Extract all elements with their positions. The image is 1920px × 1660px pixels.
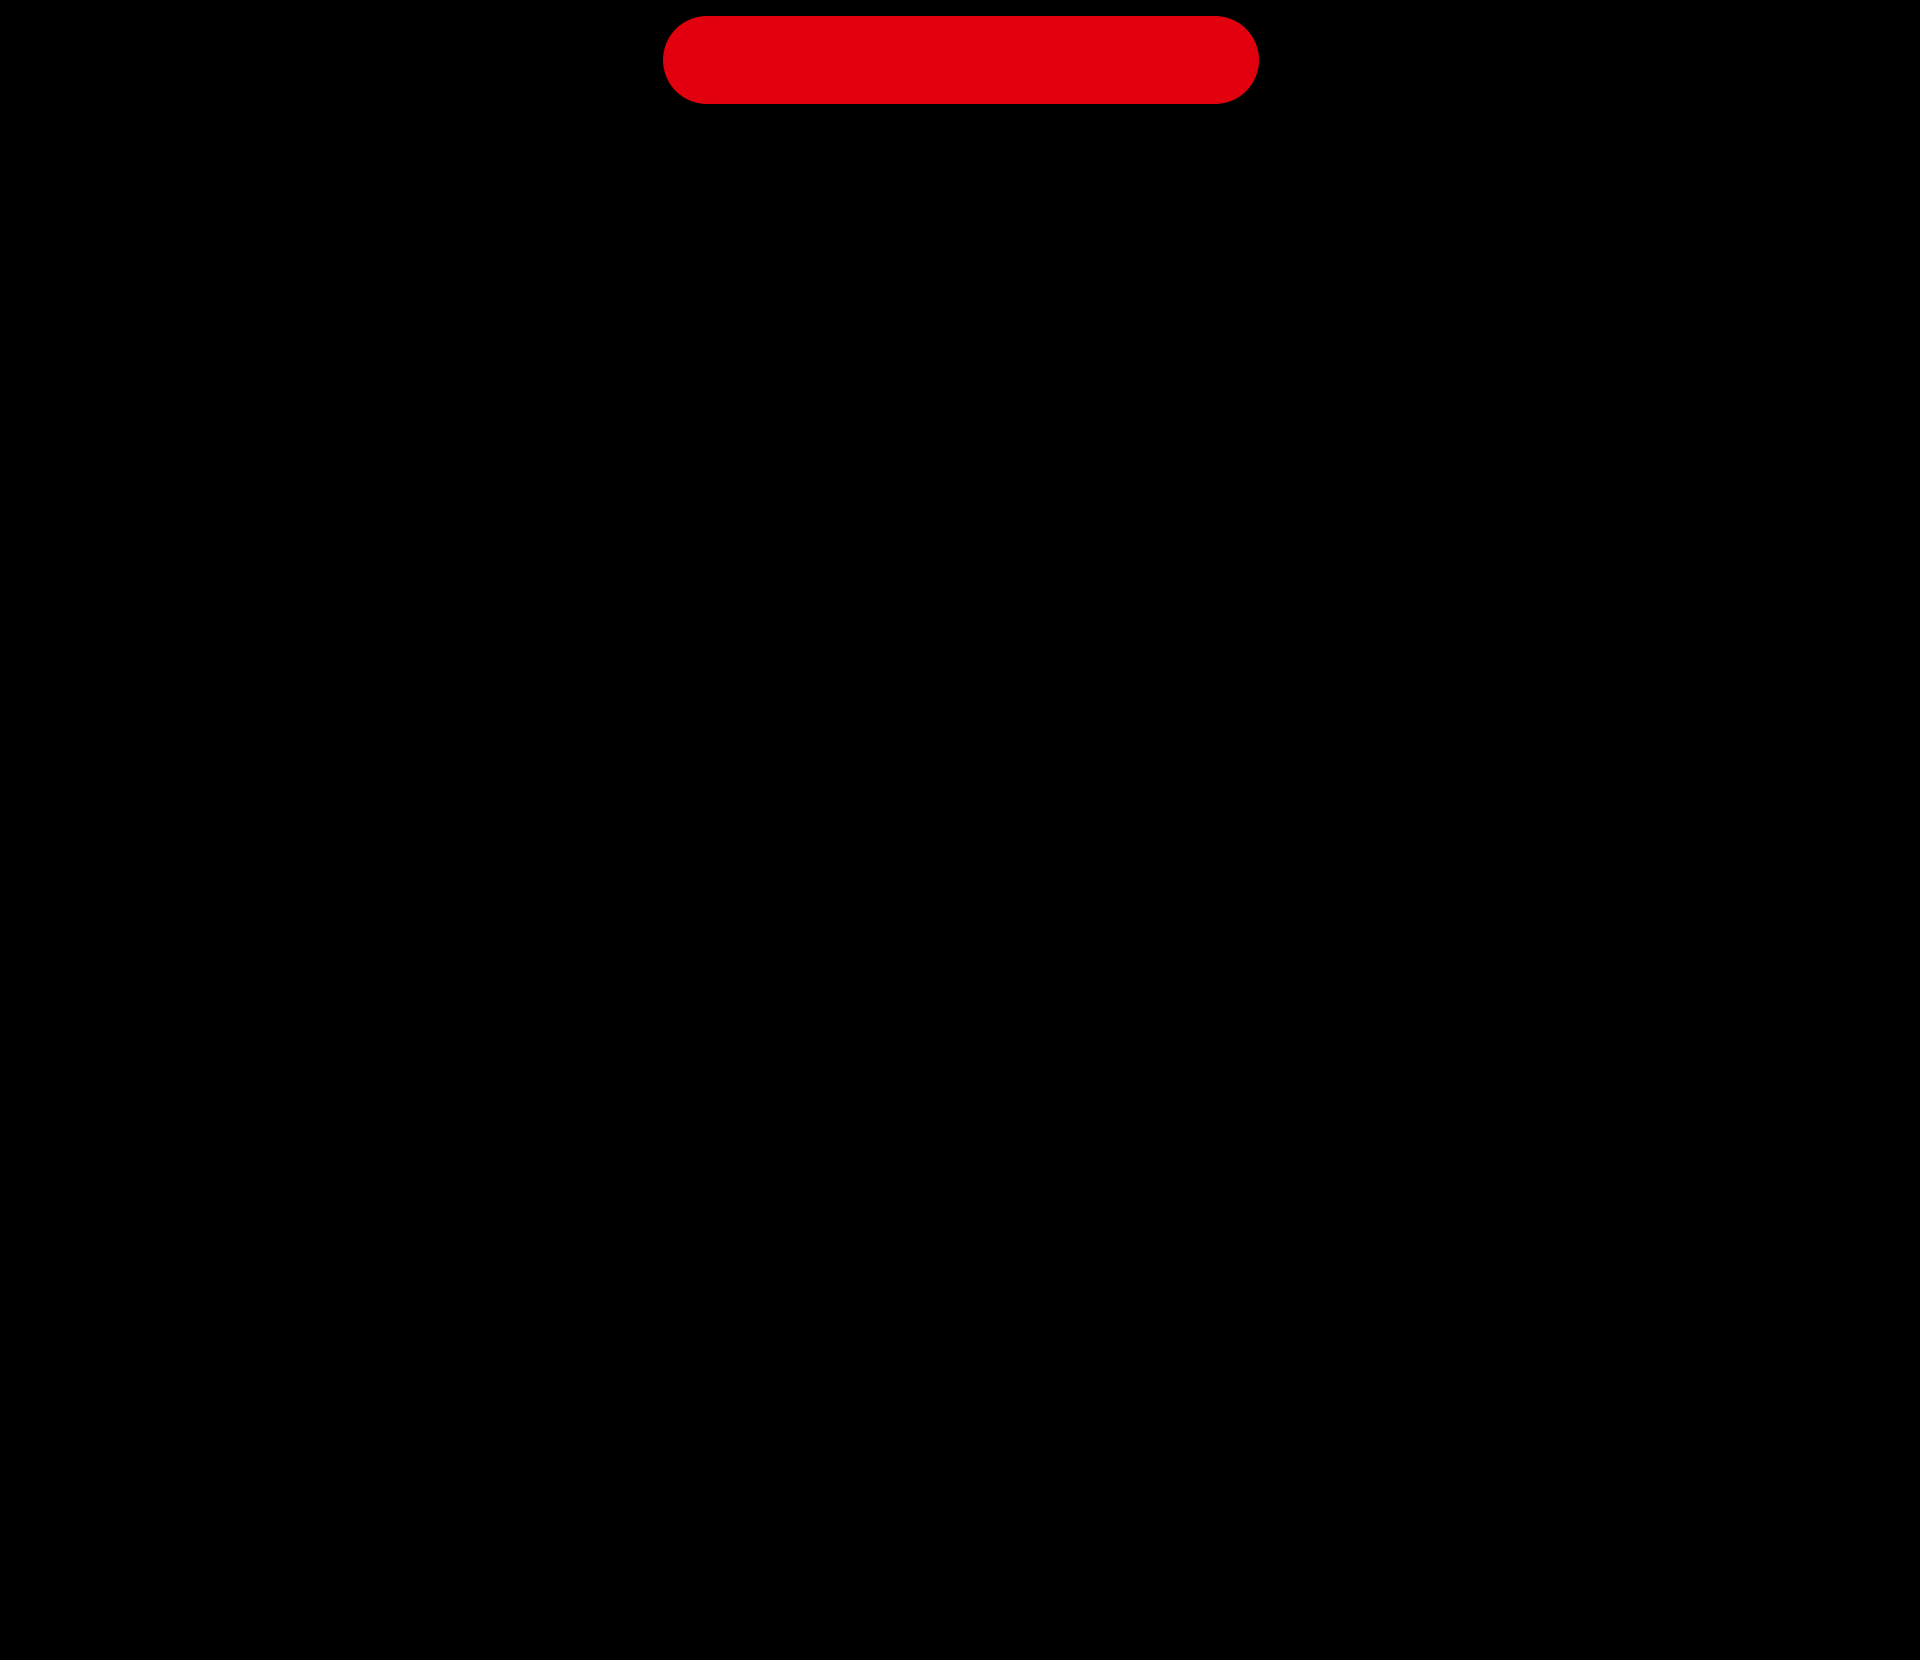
title-banner	[663, 16, 1259, 104]
